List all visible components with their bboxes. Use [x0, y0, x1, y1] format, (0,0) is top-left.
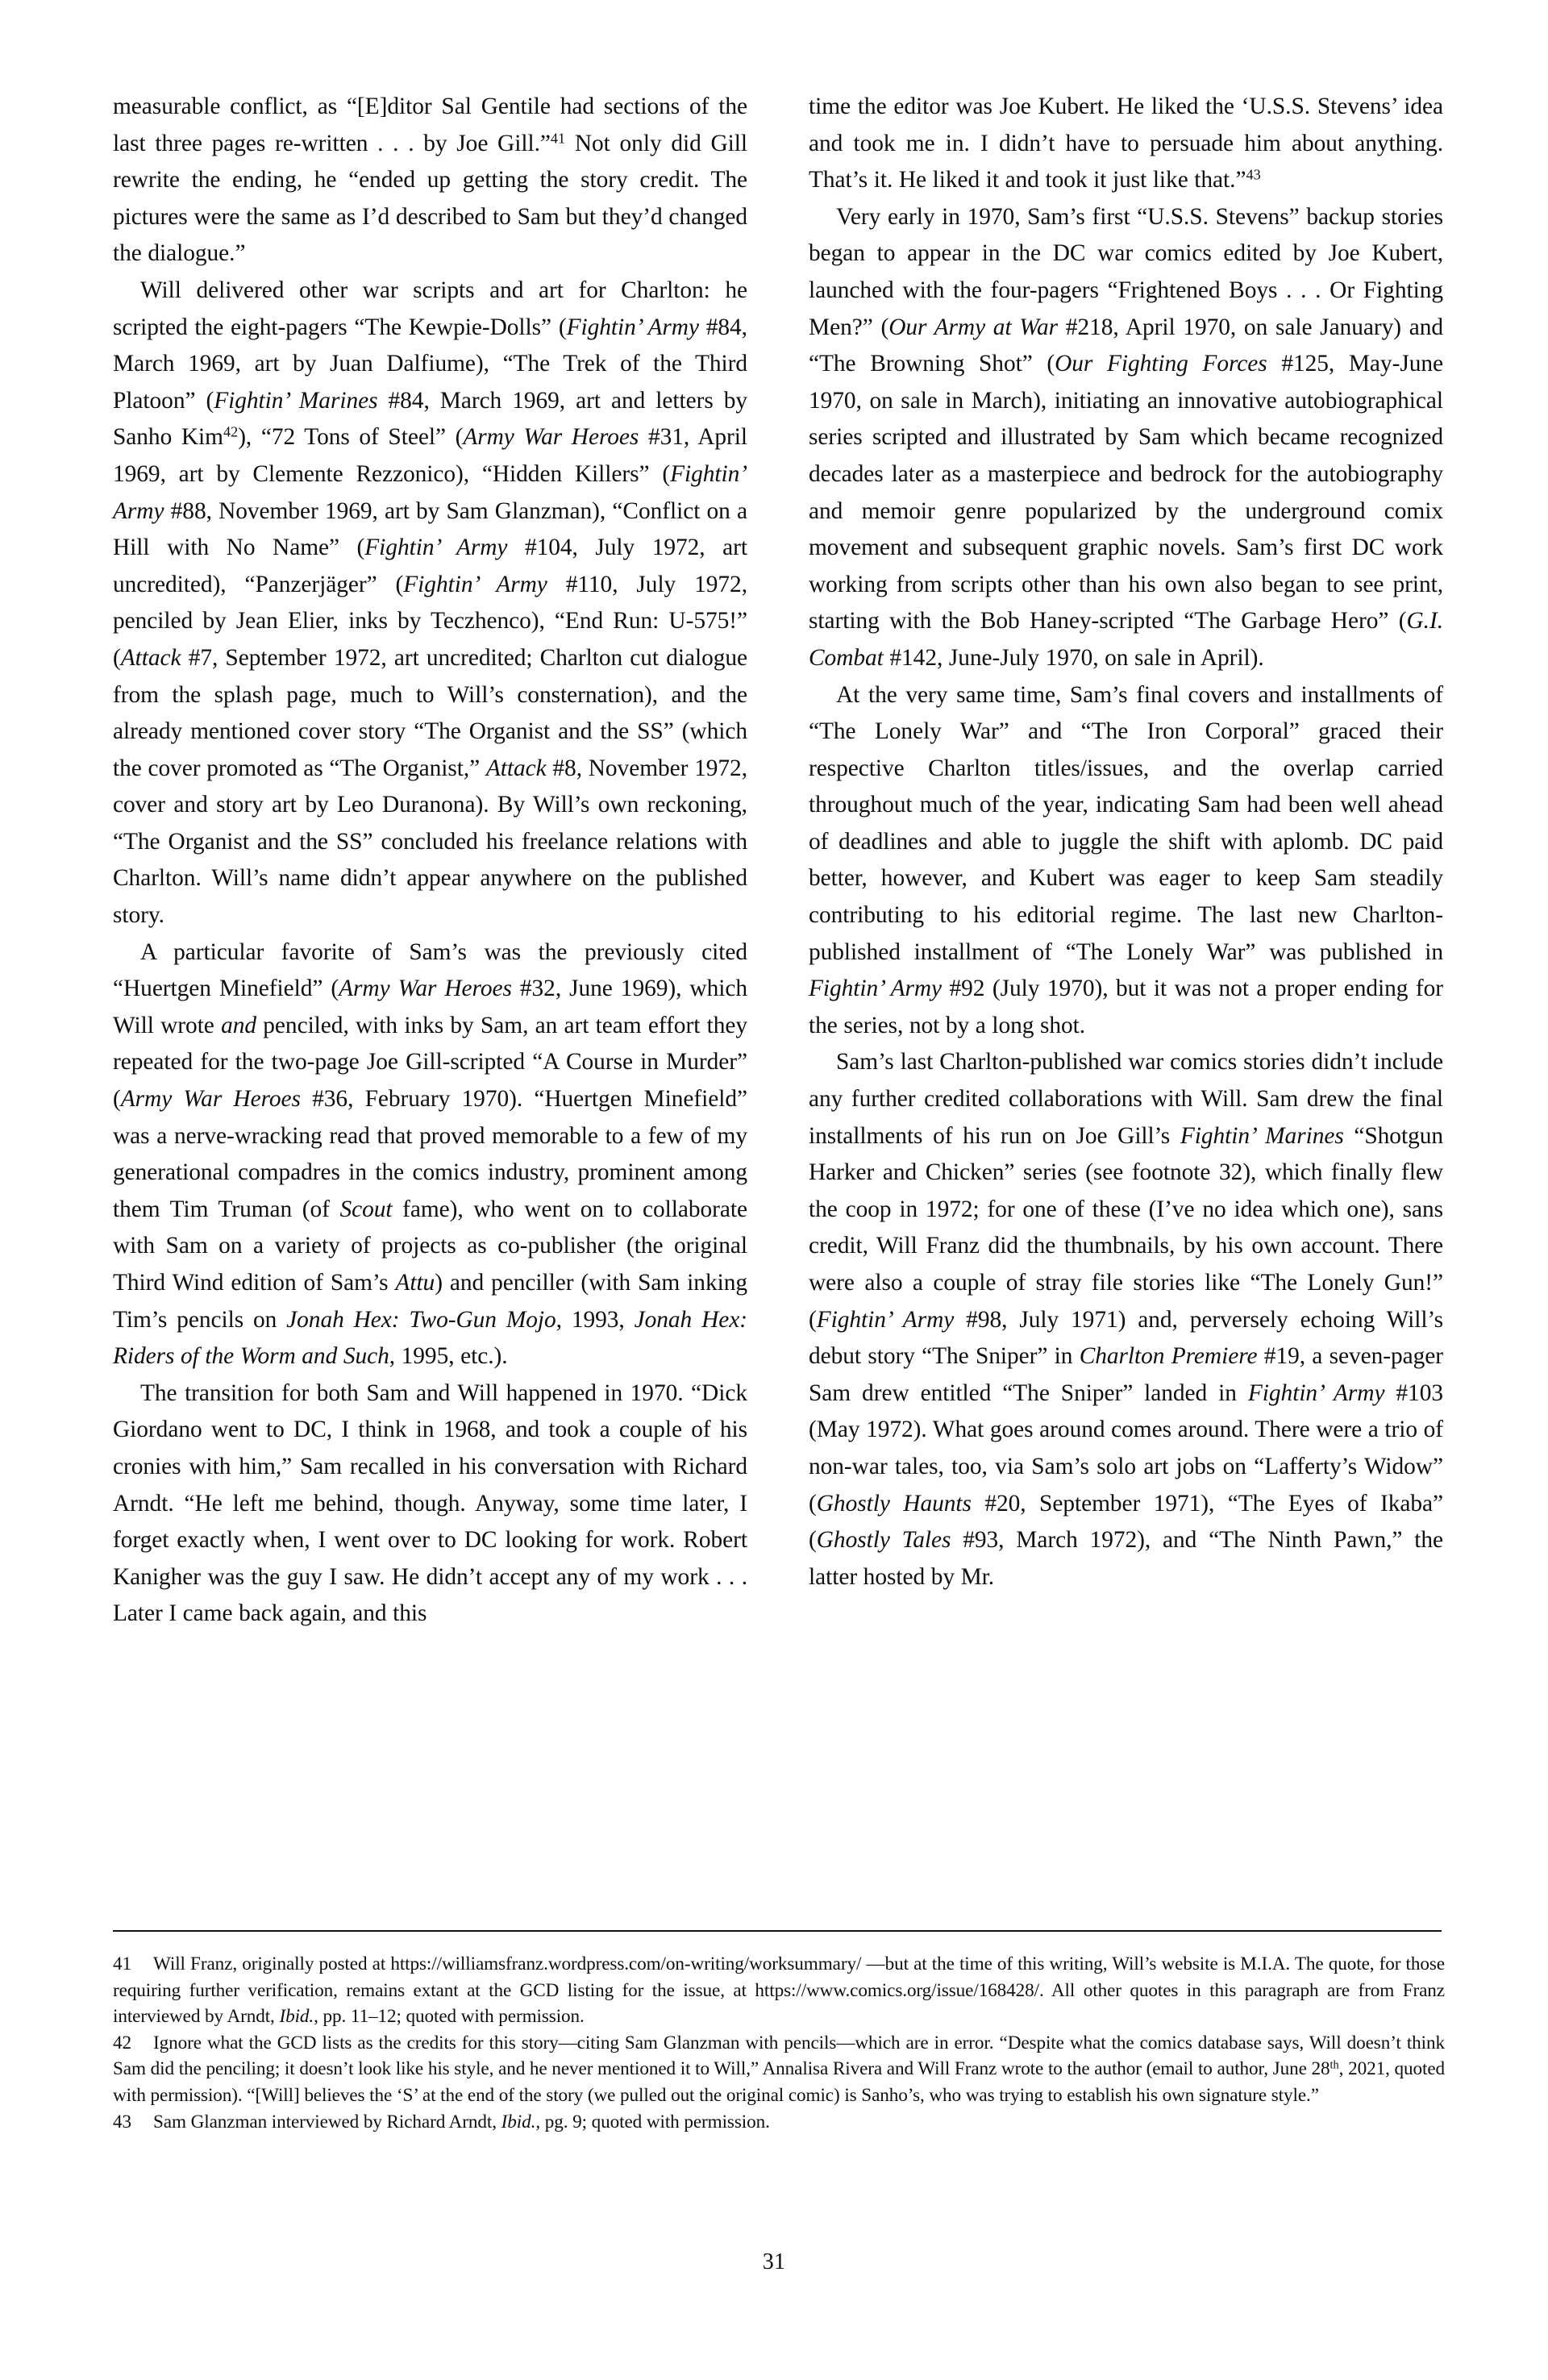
italic-title: Fightin’ Marines	[214, 387, 378, 414]
body-paragraph: A particular favorite of Sam’s was the previously cited “Huertgen Minefield” (Army War Heroes #32, June 1969), which Will wrote and penciled, with inks by Sam, an art team effort they repeated for the two-page Joe Gill-scripted “A Course in Murder” (Army War Heroes #36, February 1970). “Huertgen Minefield” was a nerve-wracking read that proved memorable to a few of my generational compadres in the comics industry, prominent among them Tim Truman (of Scout fame), who went on to collaborate with Sam on a variety of projects as co-publisher (the original Third Wind edition of Sam’s Attu) and penciller (with Sam inking Tim’s pencils on Jonah Hex: Two-Gun Mojo, 1993, Jonah Hex: Riders of the Worm and Such, 1995, etc.).	[113, 938, 748, 1370]
italic-title: Army War Heroes	[120, 1086, 301, 1113]
footnote-separator-rule	[113, 1930, 1442, 1932]
italic-title: Jonah Hex: Two-Gun Mojo	[286, 1306, 556, 1333]
italic-title: Attack	[120, 644, 181, 671]
footnote-reference: 41	[550, 130, 566, 147]
footnote-item: 41 Will Franz, originally posted at https://williamsfranz.wordpress.com/on-writing/worksummary/ —but at the time of this writing, Will’s website is M.I.A. The quote, for those requiring further verification, remains extant at the GCD listing for the issue, at https://www.comics.org/issue/168428/. All other quotes in this paragraph are from Franz interviewed by Arndt, Ibid., pp. 11–12; quoted with permission.	[113, 1951, 1445, 2030]
italic-title: Fightin’ Army	[364, 535, 508, 561]
footnote-reference: th	[1330, 2058, 1339, 2072]
italic-title: Charlton Premiere	[1079, 1343, 1258, 1370]
body-paragraph: Sam’s last Charlton-published war comics stories didn’t include any further credited collaborations with Will. Sam drew the final installments of his run on Joe Gill’s Fightin’ Marines “Shotgun Harker and Chicken” series (see footnote 32), which finally flew the coop in 1972; for one of these (I’ve no idea which one), sans credit, Will Franz did the thumbnails, by his own account. There were also a couple of stray file stories like “The Lonely Gun!” (Fightin’ Army #98, July 1971) and, perversely echoing Will’s debut story “The Sniper” in Charlton Premiere #19, a seven-pager Sam drew entitled “The Sniper” landed in Fightin’ Army #103 (May 1972). What goes around comes around. There were a trio of non-war tales, too, via Sam’s solo art jobs on “Lafferty’s Widow” (Ghostly Haunts #20, September 1971), “The Eyes of Ikaba” (Ghostly Tales #93, March 1972), and “The Ninth Pawn,” the latter hosted by Mr.	[809, 1049, 1444, 1590]
italic-title: Jonah Hex: Riders of the Worm and Such	[113, 1306, 747, 1370]
footnote-reference: 43	[1246, 166, 1261, 183]
italic-title: Army War Heroes	[463, 424, 639, 451]
page-number: 31	[762, 2249, 786, 2274]
italic-title: Our Army at War	[888, 314, 1059, 340]
italic-title: Attack	[485, 755, 547, 781]
footnote-number: 41	[113, 1954, 131, 1974]
italic-title: Fightin’ Army	[816, 1306, 955, 1333]
italic-title: Ghostly Haunts	[816, 1490, 972, 1517]
italic-title: and	[221, 1012, 257, 1038]
italic-title: Fightin’ Army	[1247, 1379, 1385, 1406]
italic-title: Ghostly Tales	[816, 1527, 951, 1554]
body-paragraph: Will delivered other war scripts and art for Charlton: he scripted the eight-pagers “The Kewpie-Dolls” (Fightin’ Army #84, March 1969, art by Juan Dalfiume), “The Trek of the Third Platoon” (Fightin’ Marines #84, March 1969, art and letters by Sanho Kim$^{42}$), “72 Tons of Steel” (Army War Heroes #31, April 1969, art by Clemente Rezzonico), “Hidden Killers” (Fightin’ Army #88, November 1969, art by Sam Glanzman), “Conflict on a Hill with No Name” (Fightin’ Army #104, July 1972, art uncredited), “Panzerjäger” (Fightin’ Army #110, July 1972, penciled by Jean Elier, inks by Teczhenco), “End Run: U-575!” (Attack #7, September 1972, art uncredited; Charlton cut dialogue from the splash page, much to Will’s consternation), and the already mentioned cover story “The Organist and the SS” (which the cover promoted as “The Organist,” Attack #8, November 1972, cover and story art by Leo Duranona). By Will’s own reckoning, “The Organist and the SS” concluded his freelance relations with Charlton. Will’s name didn’t appear anywhere on the published story.	[113, 277, 748, 929]
body-paragraph: Very early in 1970, Sam’s first “U.S.S. Stevens” backup stories began to appear in the DC war comics edited by Joe Kubert, launched with the four-pagers “Frightened Boys . . . Or Fighting Men?” (Our Army at War #218, April 1970, on sale January) and “The Browning Shot” (Our Fighting Forces #125, May-June 1970, on sale in March), initiating an innovative autobiographical series scripted and illustrated by Sam which became recognized decades later as a masterpiece and bedrock for the autobiography and memoir genre popularized by the underground comix movement and subsequent graphic novels. Sam’s first DC work working from scripts other than his own also began to see print, starting with the Bob Haney-scripted “The Garbage Hero” (G.I. Combat #142, June-July 1970, on sale in April).	[809, 203, 1443, 671]
footnotes-block	[113, 1951, 1445, 2135]
italic-title: Fightin’ Army	[809, 976, 943, 1002]
footnote-number: 42	[113, 2032, 131, 2053]
italic-title: Scout	[339, 1196, 393, 1222]
right-text-column	[809, 89, 1443, 1854]
italic-title: Fightin’ Army	[403, 571, 547, 597]
two-column-body	[113, 89, 1443, 1854]
left-text-column	[113, 89, 747, 1854]
italic-title: Our Fighting Forces	[1055, 351, 1267, 377]
italic-title: Fightin’ Army	[113, 460, 747, 524]
italic-title: Fightin’ Army	[566, 314, 699, 340]
body-paragraph: measurable conflict, as “[E]ditor Sal Gentile had sections of the last three pages re-written . . . by Joe Gill.”$^{41}$ Not only did Gill rewrite the ending, he “ended up getting the story credit. The pictures were the same as I’d described to Sam but they’d changed the dialogue.”	[113, 94, 748, 267]
italic-title: Ibid.	[501, 2111, 536, 2132]
footnote-item: 42 Ignore what the GCD lists as the credits for this story—citing Sam Glanzman with pencils—which are in error. “Despite what the comics database says, Will doesn’t think Sam did the penciling; it doesn’t look like his style, and he never mentioned it to Will,” Annalisa Rivera and Will Franz wrote to the author (email to author, June 28th, 2021, quoted with permission). “[Will] believes the ‘S’ at the end of the story (we pulled out the original comic) is Sanho’s, who was trying to establish his own signature style.”	[113, 2030, 1445, 2109]
italic-title: G.I. Combat	[809, 608, 1443, 671]
footnote-item: 43 Sam Glanzman interviewed by Richard Arndt, Ibid., pg. 9; quoted with permission.	[113, 2109, 1445, 2136]
body-paragraph: At the very same time, Sam’s final covers and installments of “The Lonely War” and “The Iron Corporal” graced their respective Charlton titles/issues, and the overlap carried throughout much of the year, indicating Sam had been well ahead of deadlines and able to juggle the shift with aplomb. DC paid better, however, and Kubert was eager to keep Sam steadily contributing to his editorial regime. The last new Charlton-published installment of “The Lonely War” was published in Fightin’ Army #92 (July 1970), but it was not a proper ending for the series, not by a long shot.	[809, 681, 1443, 1038]
italic-title: Ibid.	[279, 2006, 314, 2028]
italic-title: Army War Heroes	[339, 976, 512, 1002]
footnote-number: 43	[113, 2111, 131, 2132]
italic-title: Fightin’ Marines	[1180, 1122, 1344, 1149]
footnote-reference: 42	[223, 423, 239, 440]
body-paragraph: time the editor was Joe Kubert. He liked the ‘U.S.S. Stevens’ idea and took me in. I didn’t have to persuade him about anything. That’s it. He liked it and took it just like that.”$^{43}$	[809, 94, 1443, 193]
body-paragraph: The transition for both Sam and Will happened in 1970. “Dick Giordano went to DC, I think in 1968, and took a couple of his cronies with him,” Sam recalled in his conversation with Richard Arndt. “He left me behind, though. Anyway, some time later, I forget exactly when, I went over to DC looking for work. Robert Kanigher was the guy I saw. He didn’t accept any of my work . . . Later I came back again, and this	[113, 1379, 747, 1627]
italic-title: Attu	[395, 1270, 435, 1296]
